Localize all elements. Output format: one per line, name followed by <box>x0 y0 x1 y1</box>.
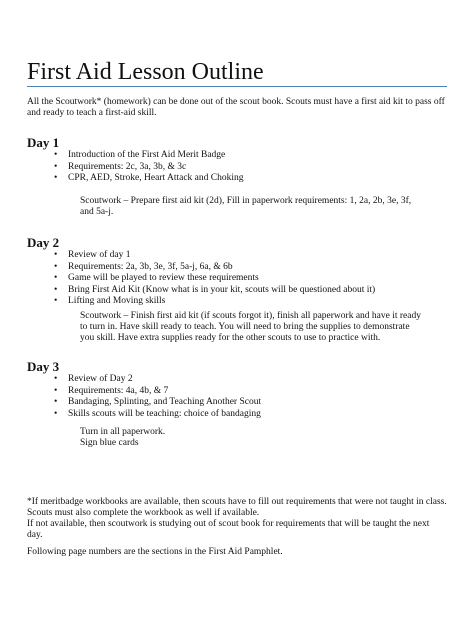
bullet-icon: • <box>54 397 58 407</box>
page-title: First Aid Lesson Outline <box>27 59 264 85</box>
day1-heading: Day 1 <box>27 135 60 150</box>
day2-list <box>54 250 375 308</box>
bullet-icon: • <box>54 284 58 295</box>
bullet-icon: • <box>54 161 58 172</box>
bullet-icon: • <box>54 150 58 160</box>
bullet-icon: • <box>54 408 58 419</box>
list-item-text: Requirements: 4a, 4b, & 7 <box>68 385 169 396</box>
bullet-icon: • <box>54 385 58 396</box>
day3-closing-line-1: Turn in all paperwork. <box>80 427 166 437</box>
list-item-text: Introduction of the First Aid Merit Badge <box>68 150 226 160</box>
title-underline <box>27 86 447 87</box>
list-item <box>54 162 243 174</box>
alternate-note: If not available, then scoutwork is studying out of scout book for requirements that will be taught the next day. <box>27 519 430 540</box>
list-item <box>54 296 375 308</box>
list-item <box>54 386 261 398</box>
bullet-icon: • <box>54 250 58 260</box>
list-item <box>54 409 261 421</box>
day3-list <box>54 374 261 420</box>
day3-closing-line-2: Sign blue cards <box>80 438 139 448</box>
pamphlet-note: Following page numbers are the sections in the First Aid Pamphlet. <box>27 547 283 557</box>
list-item <box>54 173 243 185</box>
footnote: *If meritbadge workbooks are available, then scouts have to fill out requirements that were not taught in class. Scouts must also complete the workbook as well if available. <box>27 497 447 518</box>
list-item-text: Requirements: 2c, 3a, 3b, & 3c <box>68 161 187 172</box>
list-item <box>54 374 261 386</box>
list-item <box>54 273 375 285</box>
bullet-icon: • <box>54 296 58 306</box>
day2-heading: Day 2 <box>27 235 60 250</box>
list-item-text: CPR, AED, Stroke, Heart Attack and Choking <box>68 173 244 183</box>
bullet-icon: • <box>54 273 58 283</box>
list-item-text: Review of Day 2 <box>68 374 133 384</box>
intro-paragraph: All the Scoutwork* (homework) can be done out of the scout book. Scouts must have a first aid kit to pass off and ready to teach a first-aid skill. <box>27 97 445 118</box>
list-item <box>54 262 375 274</box>
list-item-text: Requirements: 2a, 3b, 3e, 3f, 5a-j, 6a, & 6b <box>68 261 233 272</box>
bullet-icon: • <box>54 261 58 272</box>
list-item-text: Lifting and Moving skills <box>68 296 166 306</box>
list-item <box>54 397 261 409</box>
list-item-text: Skills scouts will be teaching: choice of bandaging <box>68 408 261 419</box>
day2-scoutwork: Scoutwork – Finish first aid kit (if scouts forgot it), finish all paperwork and have it ready to turn in. Have skill ready to teach. You will need to bring the supplies to demonstrate you skill. Have extra supplies ready for the other scouts to use to practice with. <box>80 311 421 343</box>
day1-scoutwork: Scoutwork – Prepare first aid kit (2d), Fill in paperwork requirements: 1, 2a, 2b, 3e, 3f, and 5a-j. <box>80 196 412 217</box>
list-item-text: Review of day 1 <box>68 250 131 260</box>
day3-heading: Day 3 <box>27 359 60 374</box>
list-item <box>54 150 243 162</box>
bullet-icon: • <box>54 374 58 384</box>
bullet-icon: • <box>54 173 58 183</box>
list-item-text: Game will be played to review these requirements <box>68 273 259 283</box>
list-item <box>54 285 375 297</box>
list-item <box>54 250 375 262</box>
day1-list <box>54 150 243 185</box>
list-item-text: Bring First Aid Kit (Know what is in your kit, scouts will be questioned about it) <box>68 284 376 295</box>
list-item-text: Bandaging, Splinting, and Teaching Another Scout <box>68 397 262 407</box>
